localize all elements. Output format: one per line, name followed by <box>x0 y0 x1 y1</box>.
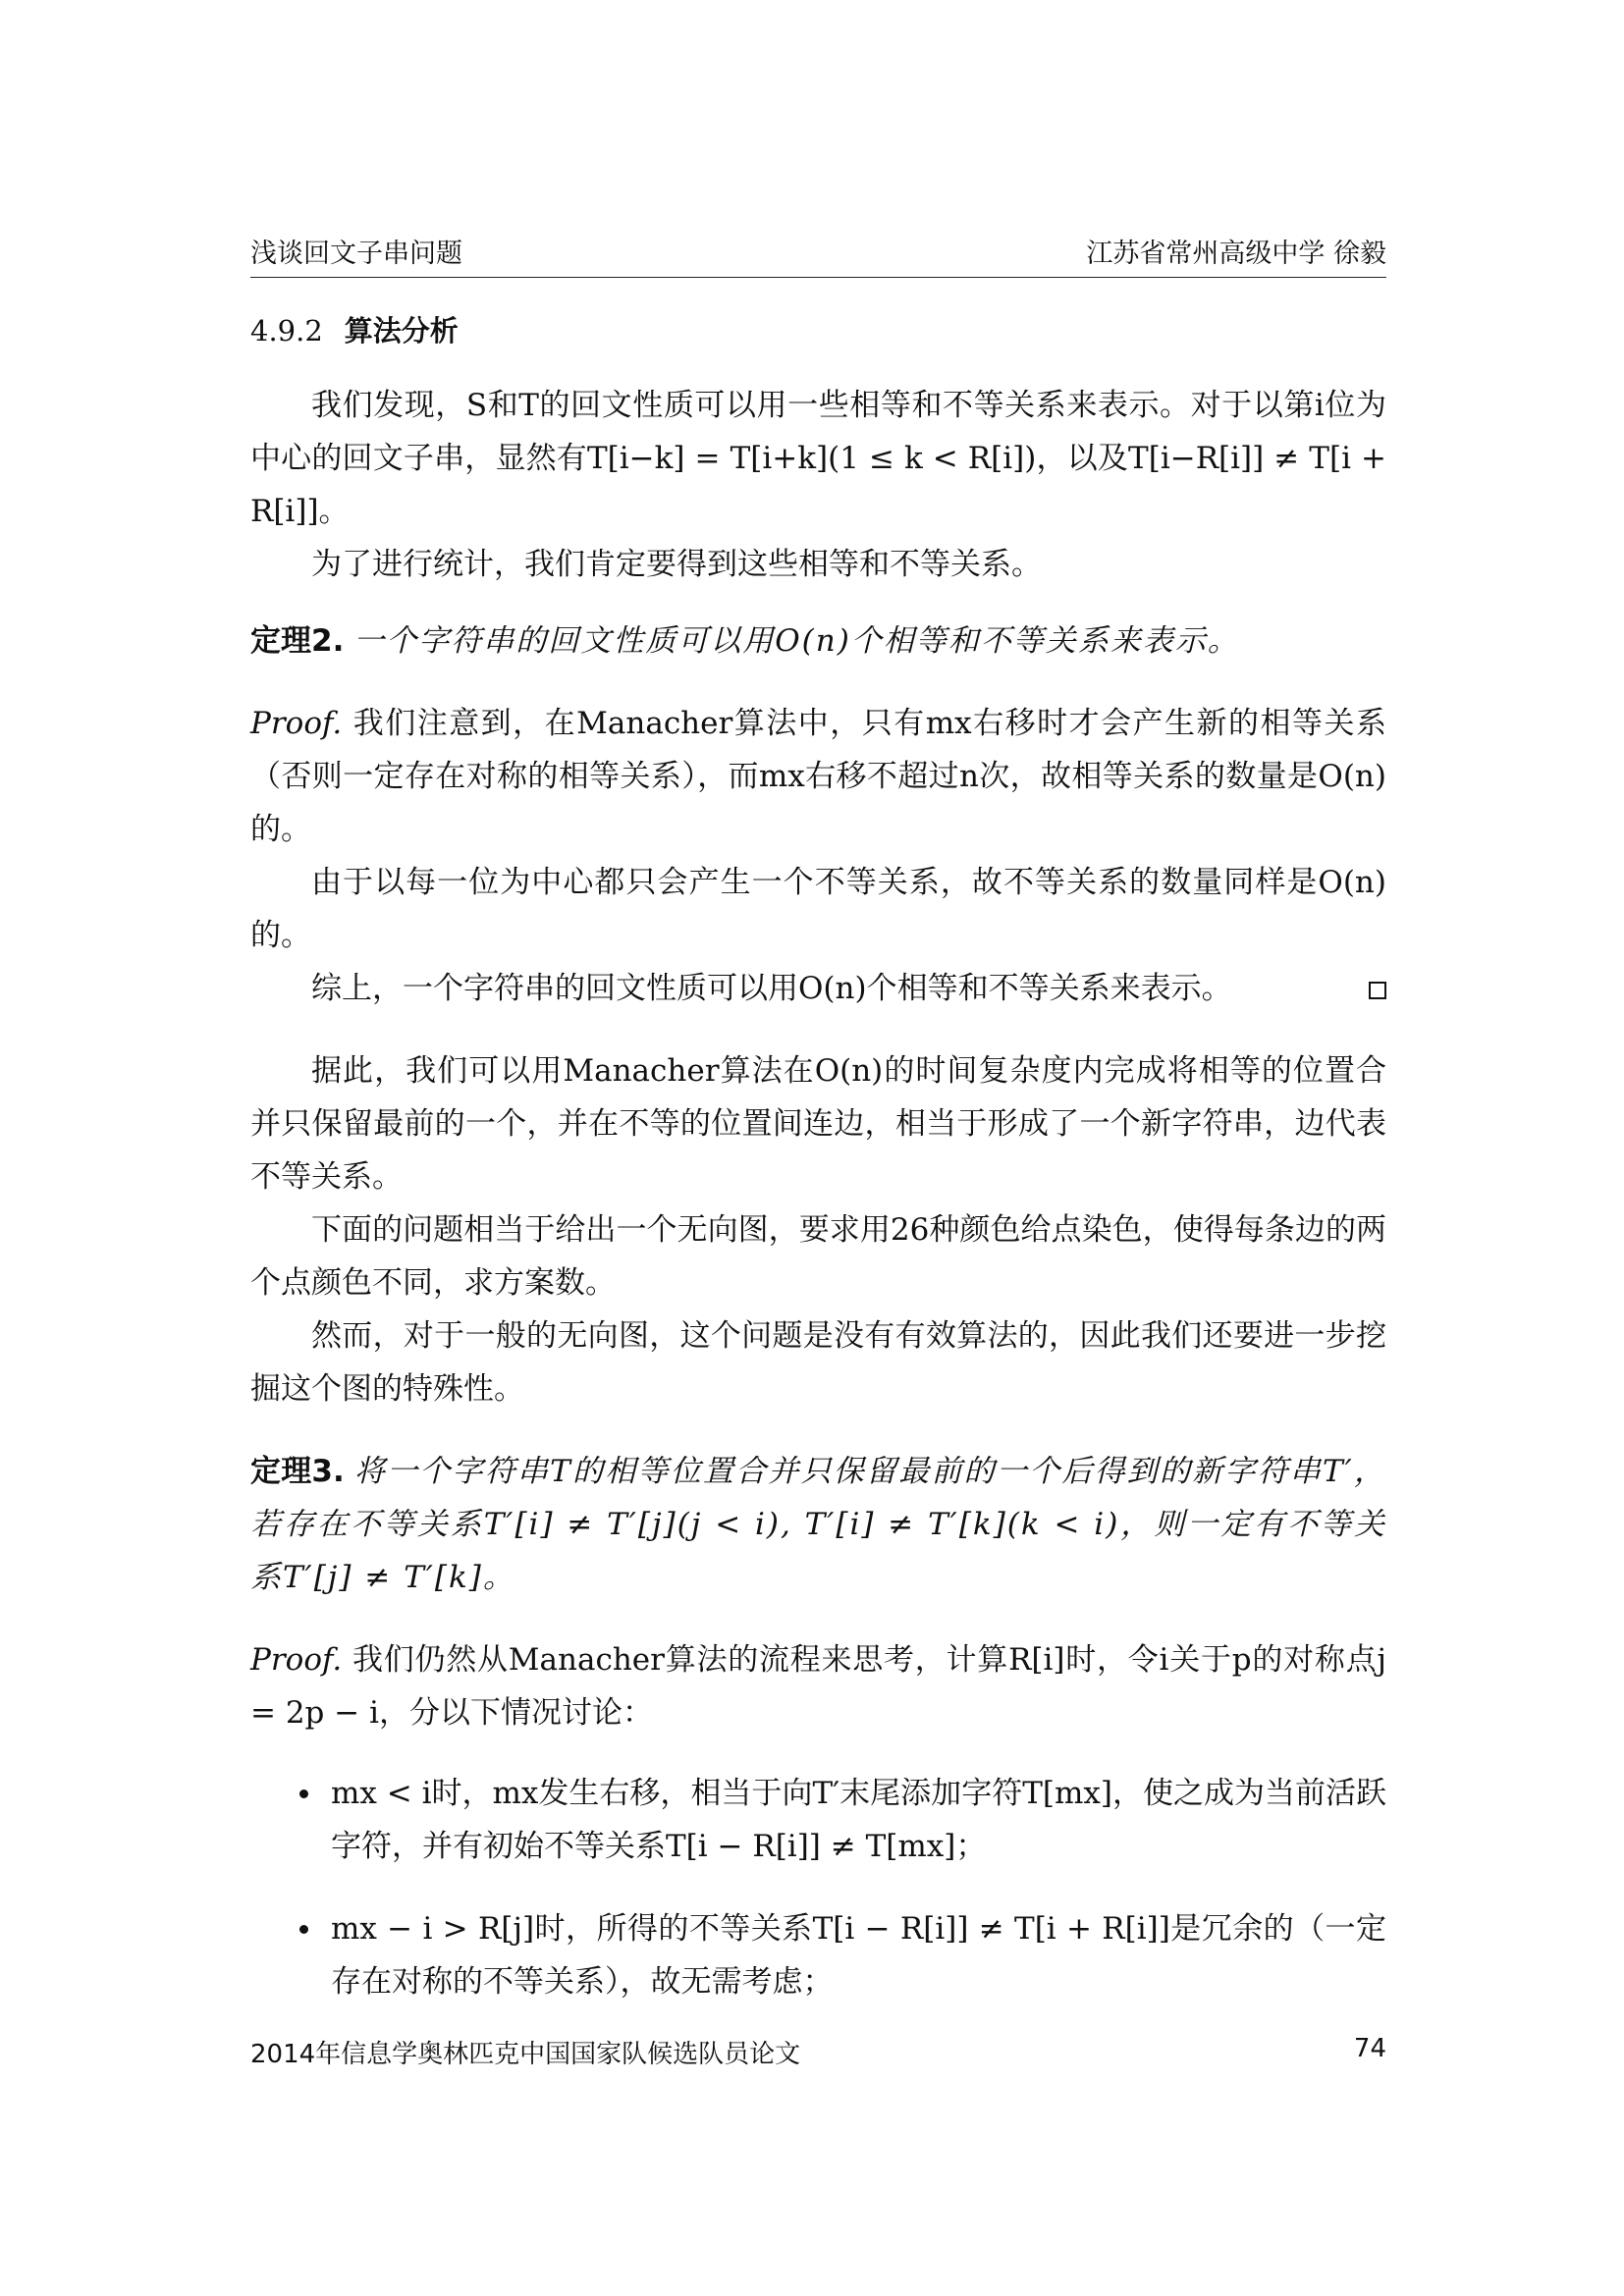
proof-1-text-1: 我们注意到，在Manacher算法中，只有mx右移时才会产生新的相等关系（否则一定存在对称的相等关系），而mx右移不超过n次，故相等关系的数量是O(n)的。 <box>250 706 1386 847</box>
proof-1-paragraph-1 <box>250 697 1386 856</box>
list-item <box>250 1902 1386 2008</box>
theorem-2-body: 一个字符串的回文性质可以用O(n)个相等和不等关系来表示。 <box>353 623 1240 659</box>
proof-1-paragraph-3 <box>250 962 1386 1015</box>
main-content <box>250 304 1386 2038</box>
page-number: 74 <box>1353 2034 1386 2063</box>
list-item <box>250 1767 1386 1873</box>
proof-2-paragraph-1 <box>250 1633 1386 1739</box>
header-title: 浅谈回文子串问题 <box>250 239 462 269</box>
theorem-3 <box>250 1445 1386 1604</box>
paragraph-palindrome-relations: 我们发现，S和T的回文性质可以用一些相等和不等关系来表示。对于以第i位为中心的回文子串，显然有T[i−k] = T[i+k](1 ≤ k < R[i])，以及T[i−R[i]] ≠ T[i + R[i]]。 <box>250 388 1386 529</box>
header-rule <box>250 277 1386 278</box>
paragraph-statistics: 为了进行统计，我们肯定要得到这些相等和不等关系。 <box>311 547 1042 582</box>
proof-1-text-3: 综上，一个字符串的回文性质可以用O(n)个相等和不等关系来表示。 <box>311 971 1232 1006</box>
theorem-3-body: 将一个字符串T的相等位置合并只保留最前的一个后得到的新字符串T′，若存在不等关系T′[i] ≠ T′[j](j < i), T′[i] ≠ T′[k](k < i)，则一定有不等关系T′[j] ≠ T′[k]。 <box>250 1454 1386 1595</box>
paragraph-special-graph: 然而，对于一般的无向图，这个问题是没有有效算法的，因此我们还要进一步挖掘这个图的特殊性。 <box>250 1318 1386 1407</box>
theorem-3-label: 定理3. <box>250 1454 345 1489</box>
proof-2-text-1: 我们仍然从Manacher算法的流程来思考，计算R[i]时，令i关于p的对称点j = 2p − i，分以下情况讨论： <box>250 1642 1386 1731</box>
section-heading <box>250 304 1386 357</box>
list-item-text: mx < i时，mx发生右移，相当于向T′末尾添加字符T[mx]，使之成为当前活跃字符，并有初始不等关系T[i − R[i]] ≠ T[mx]； <box>331 1776 1386 1864</box>
paragraph-manacher-merge: 据此，我们可以用Manacher算法在O(n)的时间复杂度内完成将相等的位置合并只保留最前的一个，并在不等的位置间连边，相当于形成了一个新字符串，边代表不等关系。 <box>250 1053 1386 1195</box>
section-title: 算法分析 <box>344 314 459 347</box>
header-author: 江苏省常州高级中学 徐毅 <box>1086 239 1386 269</box>
proof-2-label: Proof. <box>250 1642 343 1678</box>
qed-box-icon <box>1369 982 1386 999</box>
bullet-icon <box>299 1925 308 1934</box>
bullet-icon <box>299 1789 308 1798</box>
proof-1-label: Proof. <box>250 706 343 741</box>
theorem-2-label: 定理2. <box>250 623 345 659</box>
list-item-text: mx − i > R[j]时，所得的不等关系T[i − R[i]] ≠ T[i + R[i]]是冗余的（一定存在对称的不等关系），故无需考虑； <box>331 1911 1386 2000</box>
case-list <box>250 1767 1386 2008</box>
theorem-2 <box>250 614 1386 667</box>
section-number: 4.9.2 <box>250 314 323 347</box>
footer-venue: 2014年信息学奥林匹克中国国家队候选队员论文 <box>250 2040 801 2069</box>
paragraph-coloring: 下面的问题相当于给出一个无向图，要求用26种颜色给点染色，使得每条边的两个点颜色不同，求方案数。 <box>250 1212 1386 1301</box>
proof-1-paragraph-2: 由于以每一位为中心都只会产生一个不等关系，故不等关系的数量同样是O(n)的。 <box>250 865 1386 953</box>
